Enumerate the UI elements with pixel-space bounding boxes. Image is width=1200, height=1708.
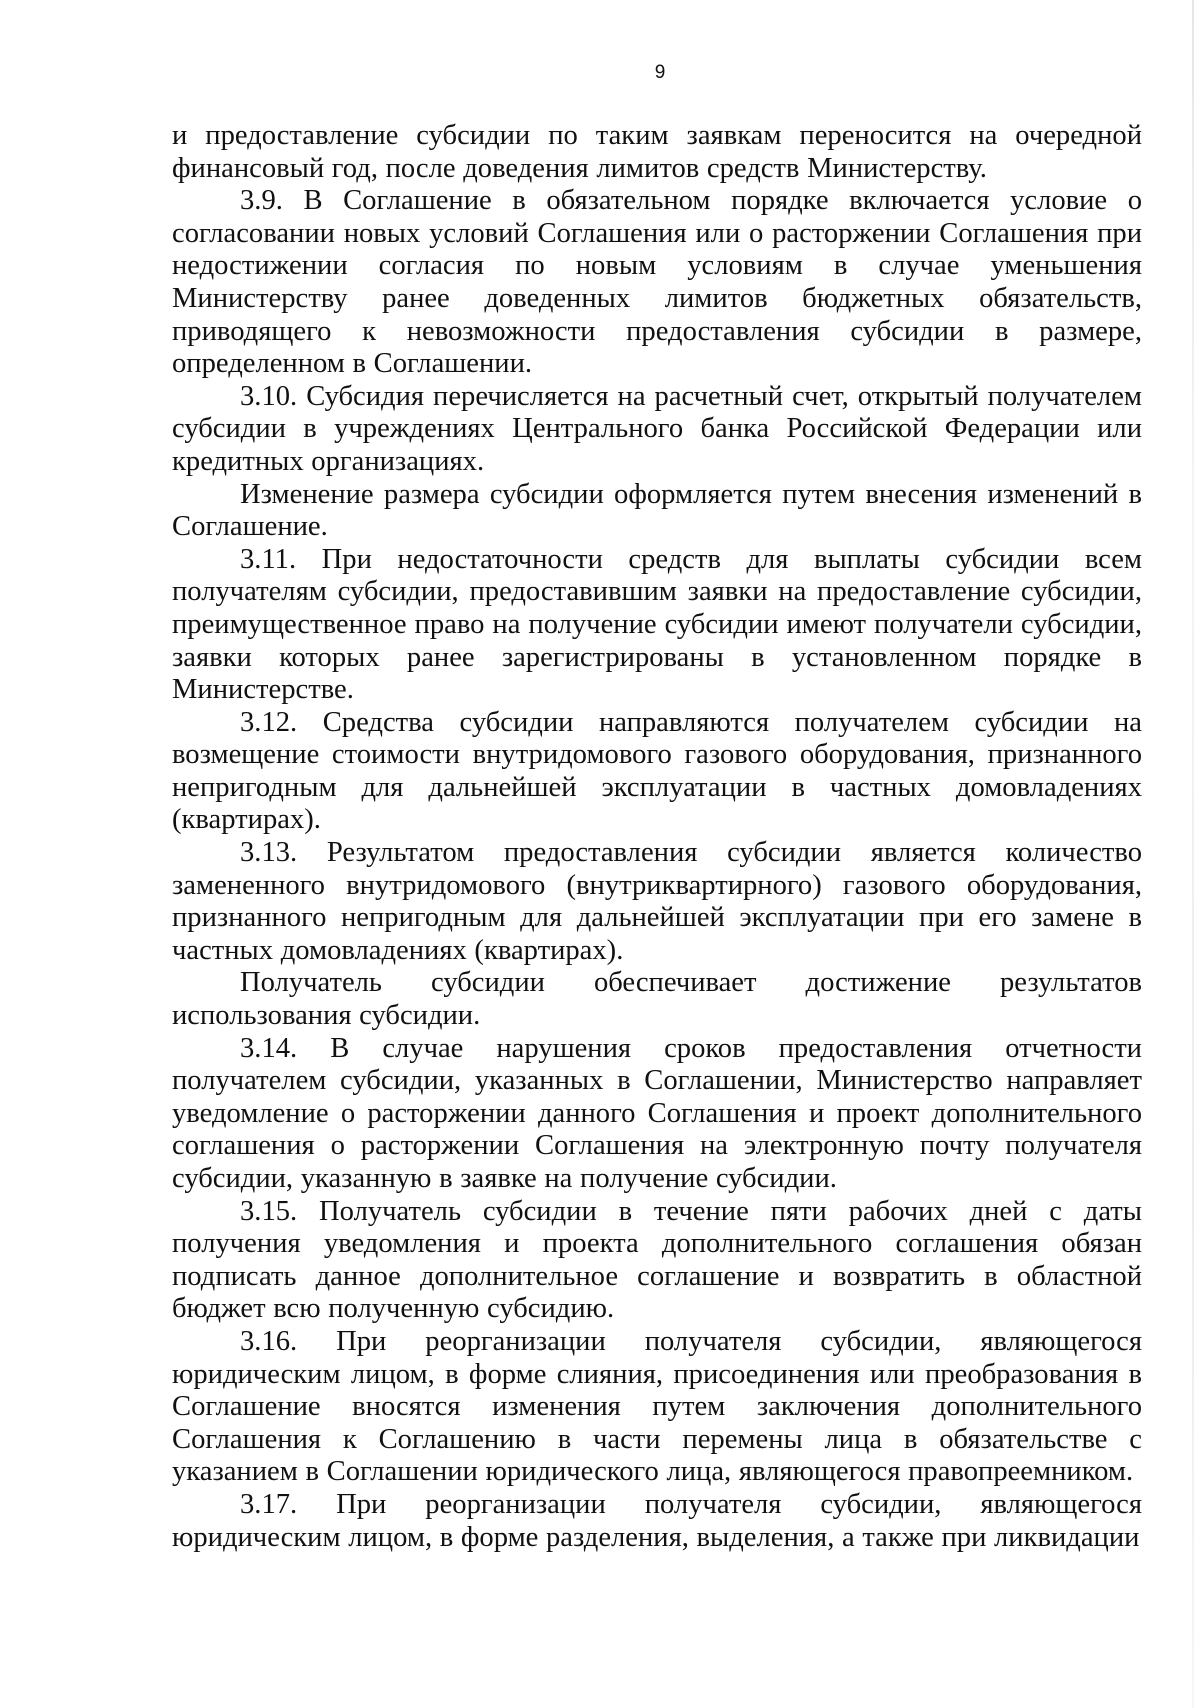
paragraph-continuation: и предоставление субсидии по таким заявкам переносится на очередной финансовый год, после доведения лимитов средств Министерству. xyxy=(172,120,1142,184)
paragraph-3-10: 3.10. Субсидия перечисляется на расчетный счет, открытый получателем субсидии в учреждениях Центрального банка Российской Федерации или кредитных организациях. xyxy=(172,380,1142,477)
paragraph-subsidy-size-change: Изменение размера субсидии оформляется путем внесения изменений в Соглашение. xyxy=(172,478,1142,543)
paragraph-3-12: 3.12. Средства субсидии направляются получателем субсидии на возмещение стоимости внутридомового газового оборудования, признанного непригодным для дальнейшей эксплуатации в частных домовладениях (квартирах). xyxy=(172,706,1142,836)
paragraph-3-11: 3.11. При недостаточности средств для выплаты субсидии всем получателям субсидии, предоставившим заявки на предоставление субсидии, преимущественное право на получение субсидии имеют получатели субсидии, заявки которых ранее зарегистрированы в установленном порядке в Министерстве. xyxy=(172,543,1142,706)
paragraph-3-14: 3.14. В случае нарушения сроков предоставления отчетности получателем субсидии, указанных в Соглашении, Министерство направляет уведомление о расторжении данного Соглашения и проект дополнительного соглашения о расторжении Соглашения на электронную почту получателя субсидии, указанную в заявке на получение субсидии. xyxy=(172,1032,1142,1194)
paragraph-3-13: 3.13. Результатом предоставления субсидии является количество замененного внутридомового (внутриквартирного) газового оборудования, признанного непригодным для дальнейшей эксплуатации при его замене в частных домовладениях (квартирах). xyxy=(172,837,1142,966)
page-number: 9 xyxy=(654,62,666,83)
scan-edge-line xyxy=(1192,0,1194,1708)
paragraph-3-9: 3.9. В Соглашение в обязательном порядке включается условие о согласовании новых условий Соглашения или о расторжении Соглашения при недостижении согласия по новым условиям в случае уменьшения Министерству ранее доведенных лимитов бюджетных обязательств, приводящего к невозможности предоставления субсидии в размере, определенном в Соглашении. xyxy=(172,185,1142,380)
paragraph-3-17: 3.17. При реорганизации получателя субсидии, являющегося юридическим лицом, в форме разделения, выделения, а также при ликвидации xyxy=(172,1488,1142,1553)
paragraph-3-16: 3.16. При реорганизации получателя субсидии, являющегося юридическим лицом, в форме слияния, присоединения или преобразования в Соглашение вносятся изменения путем заключения дополнительного Соглашения к Соглашению в части перемены лица в обязательстве с указанием в Соглашении юридического лица, являющегося правопреемником. xyxy=(172,1325,1142,1488)
paragraph-result-achievement: Получатель субсидии обеспечивает достижение результатов использования субсидии. xyxy=(172,967,1142,1032)
document-body xyxy=(172,120,1142,1554)
paragraph-3-15: 3.15. Получатель субсидии в течение пяти рабочих дней с даты получения уведомления и проекта дополнительного соглашения обязан подписать данное дополнительное соглашение и возвратить в областной бюджет всю полученную субсидию. xyxy=(172,1195,1142,1325)
